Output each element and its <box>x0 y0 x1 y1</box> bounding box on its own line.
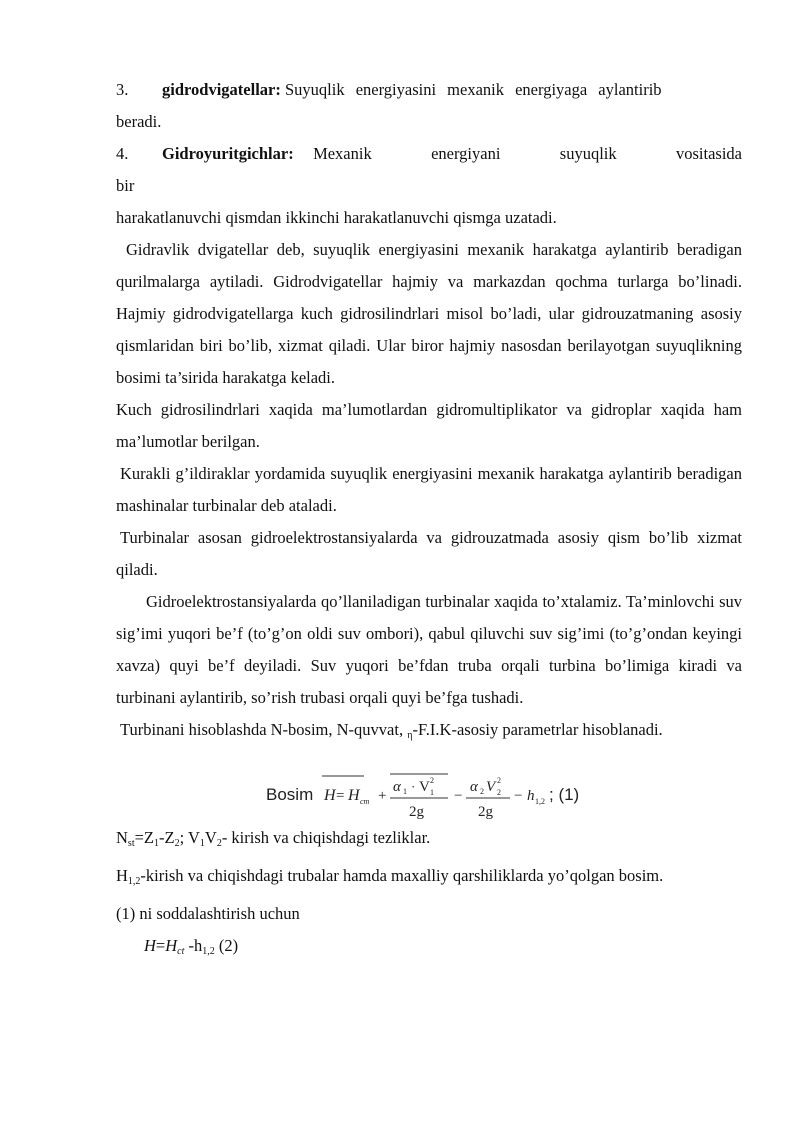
paragraph-turbinalar: Turbinalar asosan gidroelektrostansiyalarda va gidrouzatmada asosiy qism bo’lib xizmat qiladi. <box>116 528 742 579</box>
formula-denominator: 2g <box>478 804 493 820</box>
paragraph-kuch-gidrosilindrlari: Kuch gidrosilindrlari xaqida ma’lumotlardan gidromultiplikator va gidroplar xaqida ham ma’lumotlar berilgan. <box>116 400 742 451</box>
text-segment: =Z <box>134 828 154 847</box>
formula-1 <box>116 752 742 822</box>
formula-number: ; (1) <box>549 785 580 804</box>
list-item-4 <box>116 138 742 234</box>
formula-symbol: H <box>165 936 178 955</box>
formula-subscript: 2 <box>480 787 484 796</box>
definition-text: Suyuqlik energiyasini mexanik energiyaga aylantirib <box>284 80 662 99</box>
formula-symbol: α <box>393 779 401 795</box>
formula-symbol: = <box>155 936 166 955</box>
formula-subscript: 2 <box>497 788 501 797</box>
formula-symbol: H <box>324 787 336 804</box>
formula-symbol: = <box>336 788 345 804</box>
formula-number: (2) <box>214 936 239 955</box>
subscript: 2 <box>216 838 222 849</box>
text-segment: -Z <box>158 828 175 847</box>
formula-denominator: 2g <box>409 804 424 820</box>
formula-symbol: V <box>486 779 496 795</box>
text-segment: - kirish va chiqishdagi tezliklar. <box>221 828 431 847</box>
subscript: 1,2 <box>127 876 141 887</box>
formula-symbol: · <box>411 779 416 794</box>
list-number: 4. <box>116 144 129 163</box>
formula-symbol: V <box>419 779 430 795</box>
formula-symbol: -h <box>184 936 203 955</box>
text-segment: N <box>116 828 128 847</box>
formula-superscript: 2 <box>497 776 501 785</box>
formula-symbol: − <box>514 788 523 804</box>
bosim-label: Bosim <box>266 785 314 804</box>
line-tezliklar <box>116 822 742 860</box>
list-item-3 <box>116 74 742 138</box>
list-number: 3. <box>116 80 129 99</box>
term-gidroyuritgichlar: Gidroyuritgichlar: <box>162 144 294 163</box>
formula-subscript: 1 <box>430 788 434 797</box>
formula-symbol: α <box>470 779 478 795</box>
formula-symbol: + <box>378 788 387 804</box>
formula-superscript: 2 <box>430 776 434 785</box>
paragraph-turbina-parametrlari <box>116 714 742 752</box>
paragraph-kurakli-gildiraklar: Kurakli g’ildiraklar yordamida suyuqlik energiyasini mexanik harakatga aylantirib beradigan mashinalar turbinalar deb ataladi. <box>116 464 742 515</box>
term-gidrodvigatellar: gidrodvigatellar: <box>162 80 281 99</box>
text-segment: H <box>116 866 128 885</box>
formula-symbol: H <box>144 936 156 955</box>
formula-symbol: − <box>454 788 463 804</box>
subscript: 1,2 <box>202 946 215 957</box>
eta-symbol: η <box>407 730 413 741</box>
subscript: 1 <box>153 838 159 849</box>
line-soddalashtirish: (1) ni soddalashtirish uchun <box>116 904 300 923</box>
subscript: 2 <box>174 838 180 849</box>
text-segment: V <box>204 828 217 847</box>
subscript: st <box>127 838 135 849</box>
document-body <box>116 74 742 968</box>
paragraph-gidroelektrostansiyalar: Gidroelektrostansiyalarda qo’llaniladigan turbinalar xaqida to’xtalamiz. Ta’minlovchi suv sig’imi yuqori be’f (to’g’on oldi suv ombori), qabul qiluvchi suv sig’imi (to’g’ondan keyingi xavza) quyi be’f deyiladi. Suv yuqori be’fdan truba orqali turbina bo’limiga kiradi va turbinani aylantirib, so’rish trubasi orqali quyi be’fga tushadi. <box>116 592 742 707</box>
text-segment: Turbinani hisoblashda N-bosim, N-quvvat, <box>120 720 408 739</box>
bosim-formula-image <box>266 766 586 822</box>
formula-2 <box>116 930 742 968</box>
formula-subscript: 1 <box>403 787 407 796</box>
definition-text-continued: beradi. <box>116 112 162 131</box>
formula-symbol: h <box>527 788 535 804</box>
text-segment: -F.I.K-asosiy parametrlar hisoblanadi. <box>412 720 663 739</box>
paragraph-gidravlik-dvigatellar: Gidravlik dvigatellar deb, suyuqlik energiyasini mexanik harakatga aylantirib beradigan qurilmalarga aytiladi. Gidrodvigatellar hajmiy va markazdan qochma turlarga bo’linadi. Hajmiy gidrodvigatellarga kuch gidrosilindrlari misol bo’ladi, ular gidrouzatmaning asosiy qismlaridan biri bo’lib, xizmat qiladi. Ular biror hajmiy nasosdan berilayotgan suyuqlikning bosimi ta’sirida harakatga keladi. <box>116 240 742 387</box>
subscript: 1 <box>199 838 205 849</box>
definition-text: Mexanik energiyani suyuqlik vositasida bir <box>116 144 742 195</box>
line-yoqolgan-bosim <box>116 860 742 898</box>
text-segment: ; V <box>179 828 200 847</box>
subscript: ct <box>177 946 185 957</box>
definition-text-continued: harakatlanuvchi qismdan ikkinchi harakatlanuvchi qismga uzatadi. <box>116 208 557 227</box>
formula-subscript: ст <box>360 797 370 806</box>
formula-symbol: H <box>348 787 360 804</box>
formula-subscript: 1,2 <box>535 797 545 806</box>
text-segment: -kirish va chiqishdagi trubalar hamda maxalliy qarshiliklarda yo’qolgan bosim. <box>140 866 664 885</box>
